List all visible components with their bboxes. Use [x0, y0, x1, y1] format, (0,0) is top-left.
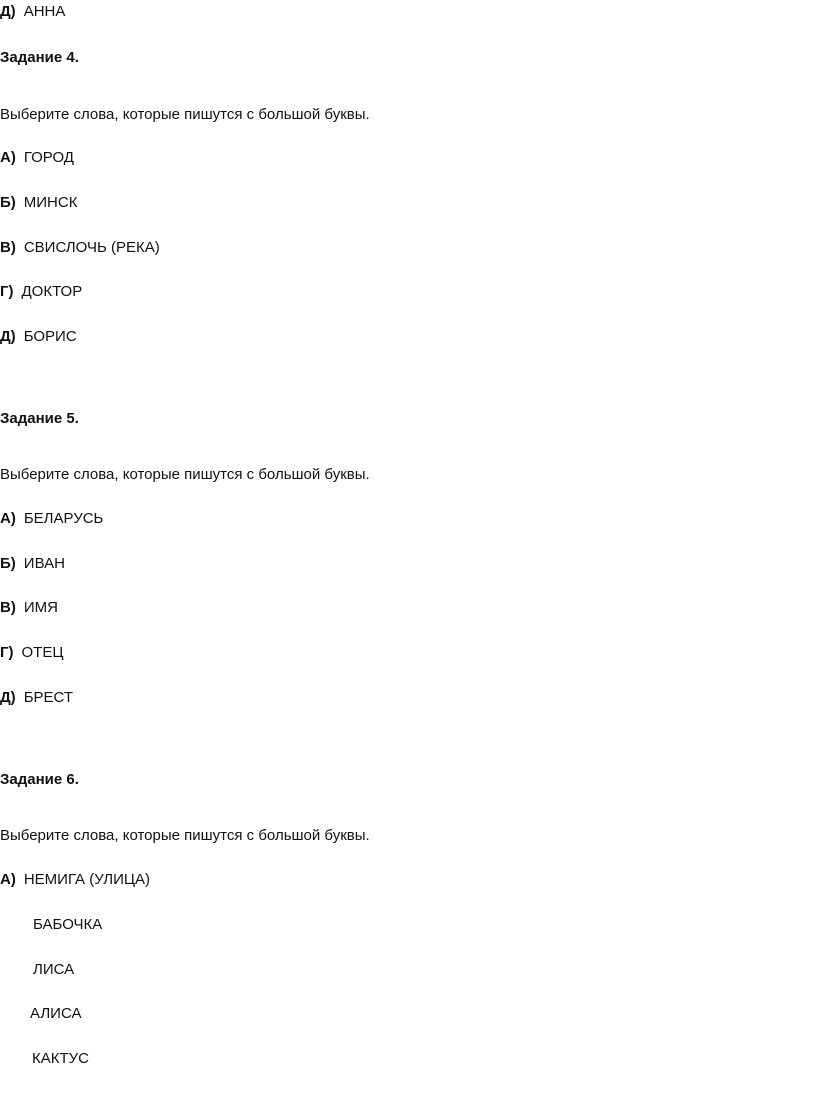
task-6-instruction: Выберите слова, которые пишутся с большой буквы. — [0, 827, 370, 844]
task-6-option-2 — [33, 916, 102, 934]
task-6-option-a — [0, 871, 150, 889]
option-text: БЕЛАРУСЬ — [23, 510, 104, 527]
task-4-option-v — [0, 239, 160, 257]
option-letter: Д) — [0, 689, 16, 706]
task-5-option-v — [0, 599, 58, 617]
task-6-option-4 — [30, 1005, 81, 1023]
task-5-option-a — [0, 510, 103, 528]
option-letter: Г) — [0, 283, 14, 300]
option-letter: Д) — [0, 328, 16, 345]
option-letter: А) — [0, 149, 16, 166]
option-text: ГОРОД — [23, 149, 74, 166]
option-letter: Д) — [0, 3, 16, 20]
option-text: БОРИС — [23, 328, 77, 345]
task-5-option-g — [0, 644, 63, 662]
option-text: СВИСЛОЧЬ (РЕКА) — [23, 239, 160, 256]
option-text: МИНСК — [23, 194, 78, 211]
task-4-title: Задание 4. — [0, 49, 79, 66]
option-text: АННА — [23, 3, 66, 20]
option-letter: Б) — [0, 194, 16, 211]
option-text: АЛИСА — [30, 1005, 82, 1022]
option-text: НЕМИГА (УЛИЦА) — [23, 871, 150, 888]
option-text: ИВАН — [23, 555, 65, 572]
task-5-instruction: Выберите слова, которые пишутся с большой буквы. — [0, 466, 370, 483]
task-5-title: Задание 5. — [0, 410, 79, 427]
option-letter: Б) — [0, 555, 16, 572]
option-text: БРЕСТ — [23, 689, 74, 706]
option-letter: В) — [0, 599, 16, 616]
option-letter: А) — [0, 871, 16, 888]
option-text: ОТЕЦ — [21, 644, 64, 661]
option-letter: А) — [0, 510, 16, 527]
option-text: ЛИСА — [33, 961, 75, 978]
option-text: ДОКТОР — [21, 283, 83, 300]
option-text: КАКТУС — [32, 1050, 90, 1067]
task-4-option-g — [0, 283, 82, 301]
task-5-option-b — [0, 555, 65, 573]
task-6-title: Задание 6. — [0, 771, 79, 788]
task-6-option-3 — [33, 961, 74, 979]
task-4-instruction: Выберите слова, которые пишутся с большой буквы. — [0, 106, 370, 123]
task-4-option-b — [0, 194, 77, 212]
task-5-option-d — [0, 689, 73, 707]
task-4-option-d — [0, 328, 77, 346]
option-letter: В) — [0, 239, 16, 256]
task-6-option-5 — [32, 1050, 89, 1068]
option-item — [0, 3, 65, 21]
option-text: БАБОЧКА — [33, 916, 103, 933]
option-letter: Г) — [0, 644, 14, 661]
option-text: ИМЯ — [23, 599, 58, 616]
task-4-option-a — [0, 149, 74, 167]
